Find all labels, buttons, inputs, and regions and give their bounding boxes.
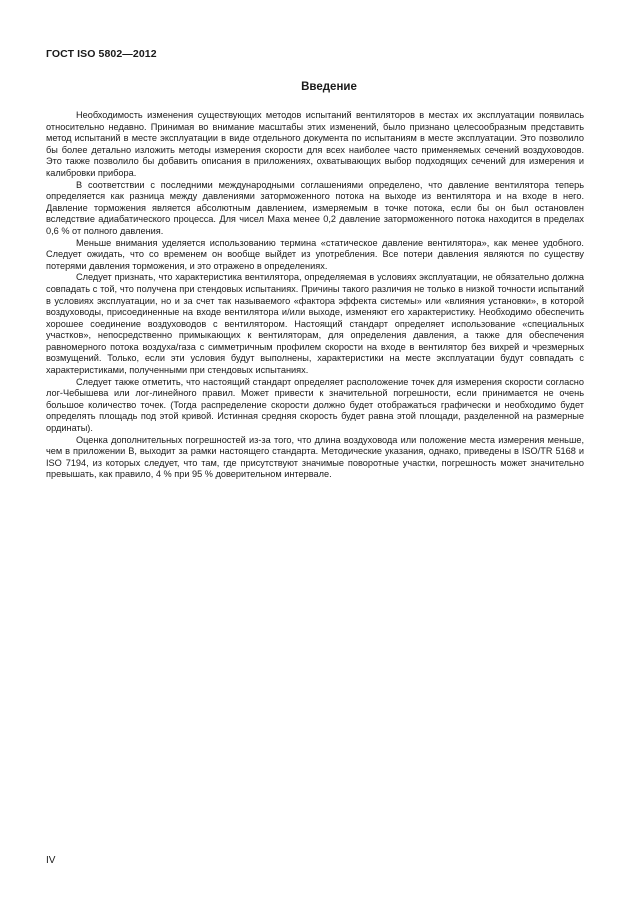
paragraph: Следует признать, что характеристика вентилятора, определяемая в условиях эксплуатации, не обязательно должна совпадать с той, что получена при стендовых испытаниях. Причины такого различия не только в низкой точности испытаний в условиях эксплуатации, но и за счет так называемого «фактора эффекта системы» или «влияния установки», в которой воздуховоды, присоединенные на входе вентилятора и/или выходе, изменяют его характеристику. Необходимо обеспечить хорошее соединение воздуховодов с вентилятором. Настоящий стандарт определяет использование «специальных участков», непосредственно примыкающих к вентиляторам, для определения давления, а также для обеспечения равномерного потока воздуха/газа с симметричным профилем скорости на входе в вентилятор без вихрей и чрезмерных возмущений. Только, если эти условия будут выполнены, характеристики на месте эксплуатации будут совпадать с характеристиками, полученными при стендовых испытаниях.	[46, 272, 584, 376]
section-title: Введение	[301, 81, 357, 93]
paragraph: Оценка дополнительных погрешностей из-за того, что длина воздуховода или положение места измерения меньше, чем в приложении В, выходит за рамки настоящего стандарта. Методические указания, однако, приведены в ISO/TR 5168 и ISO 7194, из которых следует, что там, где присутствуют значимые поворотные участки, погрешность может значительно превышать, как правило, 4 % при 95 % доверительном интервале.	[46, 434, 584, 480]
page-number: IV	[46, 855, 56, 866]
paragraph: Необходимость изменения существующих методов испытаний вентиляторов в местах их эксплуатации появилась относительно недавно. Принимая во внимание масштабы этих изменений, было признано целесообразным представить метод испытаний в месте эксплуатации в виде отдельного документа по испытаниям в месте эксплуатации. Это позволило бы более детально изложить методы измерения скорости для всех наиболее часто применяемых сечений воздуховодов. Это также позволило бы добавить описания в приложениях, охватывающих выбор подходящих сечений для измерения и калибровки прибора.	[46, 110, 584, 178]
paragraph: В соответствии с последними международными соглашениями определено, что давление вентилятора теперь определяется как разница между давлениями заторможенного потока на выходе из вентилятора и на входе в него. Давление торможения является абсолютным давлением, измеряемым в точке потока, если бы он был остановлен вследствие адиабатического процесса. Для чисел Маха менее 0,2 давление заторможенного потока находится в пределах 0,6 % от полного давления.	[46, 179, 584, 236]
document-header: ГОСТ ISO 5802—2012	[46, 48, 157, 60]
paragraph: Следует также отметить, что настоящий стандарт определяет расположение точек для измерения скорости согласно лог-Чебышева или лог-линейного правил. Может привести к значительной погрешности, если принимается не очень большое количество точек. (Тогда распределение скорости должно будет отображаться графически и необходимо будет определять площадь под этой кривой. Истинная средняя скорость будет равна этой площади, разделенной на размерные ординаты).	[46, 376, 584, 434]
paragraph: Меньше внимания уделяется использованию термина «статическое давление вентилятора», как менее удобного. Следует ожидать, что со временем он вообще выйдет из употребления. Все потери давления являются по существу потерями давления торможения, и это отражено в определениях.	[46, 237, 584, 271]
body-text	[46, 110, 584, 481]
